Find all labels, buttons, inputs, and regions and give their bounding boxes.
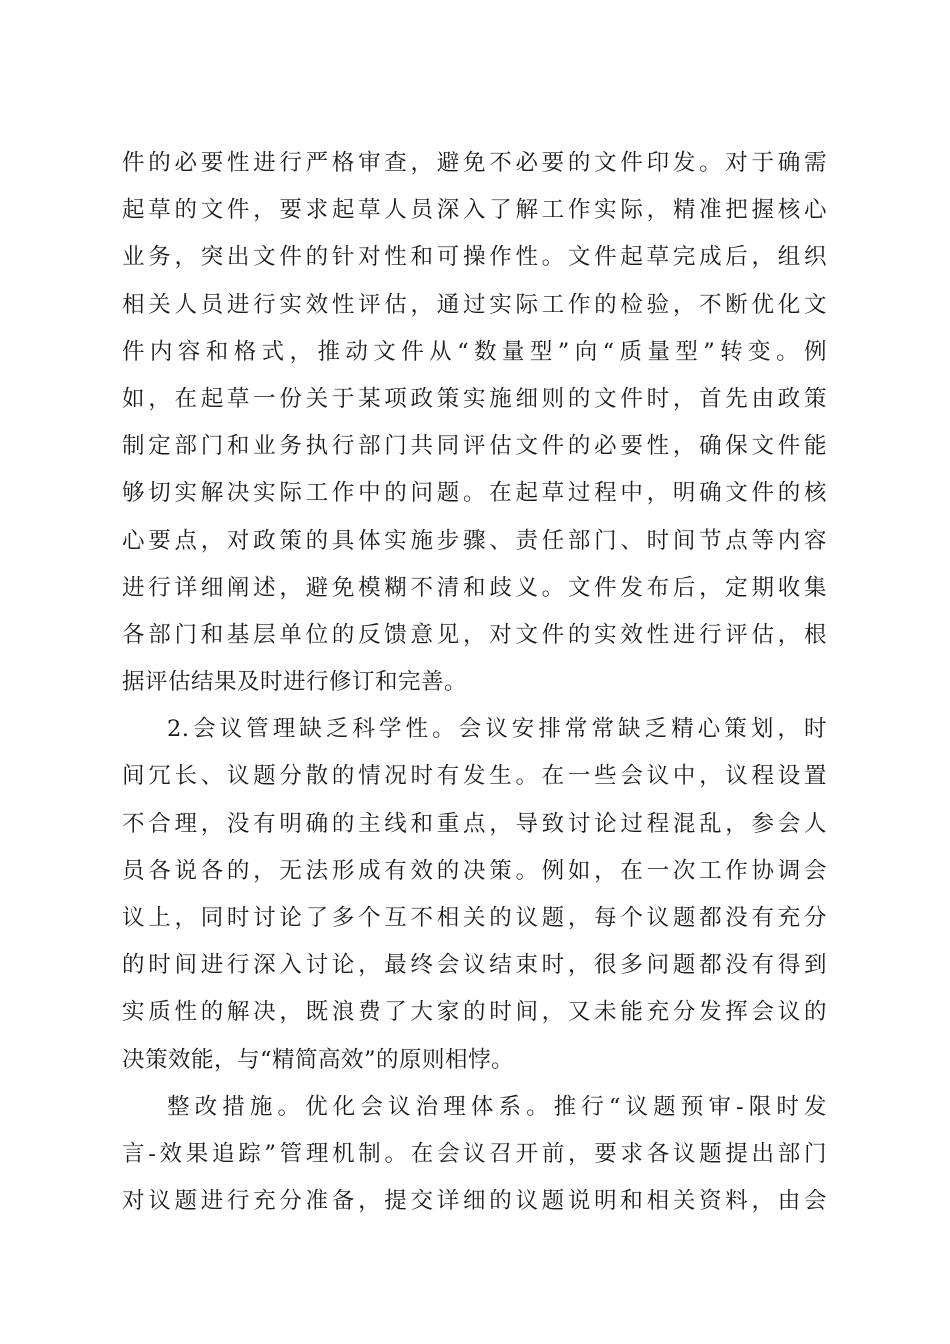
text-line: 制定部门和业务执行部门共同评估文件的必要性，确保文件能 <box>122 433 827 460</box>
text-line: 件内容和格式，推动文件从“数量型”向“质量型”转变。例 <box>122 338 827 365</box>
text-line: 员各说各的，无法形成有效的决策。例如，在一次工作协调会 <box>122 857 827 884</box>
text-line: 心要点，对政策的具体实施步骤、责任部门、时间节点等内容 <box>122 527 827 554</box>
text-line: 间冗长、议题分散的情况时有发生。在一些会议中，议程设置 <box>122 763 827 790</box>
text-line: 对议题进行充分准备，提交详细的议题说明和相关资料，由会 <box>122 1188 827 1215</box>
text-line: 据评估结果及时进行修订和完善。 <box>122 669 468 696</box>
text-line: 议上，同时讨论了多个互不相关的议题，每个议题都没有充分 <box>122 905 827 931</box>
text-line: 不合理，没有明确的主线和重点，导致讨论过程混乱，参会人 <box>122 810 827 837</box>
text-line: 相关人员进行实效性评估，通过实际工作的检验，不断优化文 <box>122 291 827 318</box>
text-line: 的时间进行深入讨论，最终会议结束时，很多问题都没有得到 <box>122 952 827 979</box>
text-line: 决策效能，与“精简高效”的原则相悖。 <box>122 1046 515 1073</box>
paragraph-first-line: 整改措施。优化会议治理体系。推行“议题预审-限时发 <box>167 1093 827 1120</box>
paragraph-first-line: 2.会议管理缺乏科学性。会议安排常常缺乏精心策划，时 <box>167 716 827 743</box>
text-line: 够切实解决实际工作中的问题。在起草过程中，明确文件的核 <box>122 480 827 507</box>
text-line: 实质性的解决，既浪费了大家的时间，又未能充分发挥会议的 <box>122 999 827 1026</box>
text-line: 起草的文件，要求起草人员深入了解工作实际，精准把握核心 <box>122 197 827 224</box>
text-line: 各部门和基层单位的反馈意见，对文件的实效性进行评估，根 <box>122 621 827 648</box>
text-line: 如，在起草一份关于某项政策实施细则的文件时，首先由政策 <box>122 385 827 412</box>
text-line: 业务，突出文件的针对性和可操作性。文件起草完成后，组织 <box>122 244 827 271</box>
text-line: 件的必要性进行严格审查，避免不必要的文件印发。对于确需 <box>122 150 827 176</box>
document-body <box>122 140 827 1225</box>
text-line: 进行详细阐述，避免模糊不清和歧义。文件发布后，定期收集 <box>122 574 827 601</box>
text-line: 言-效果追踪”管理机制。在会议召开前，要求各议题提出部门 <box>122 1140 827 1167</box>
